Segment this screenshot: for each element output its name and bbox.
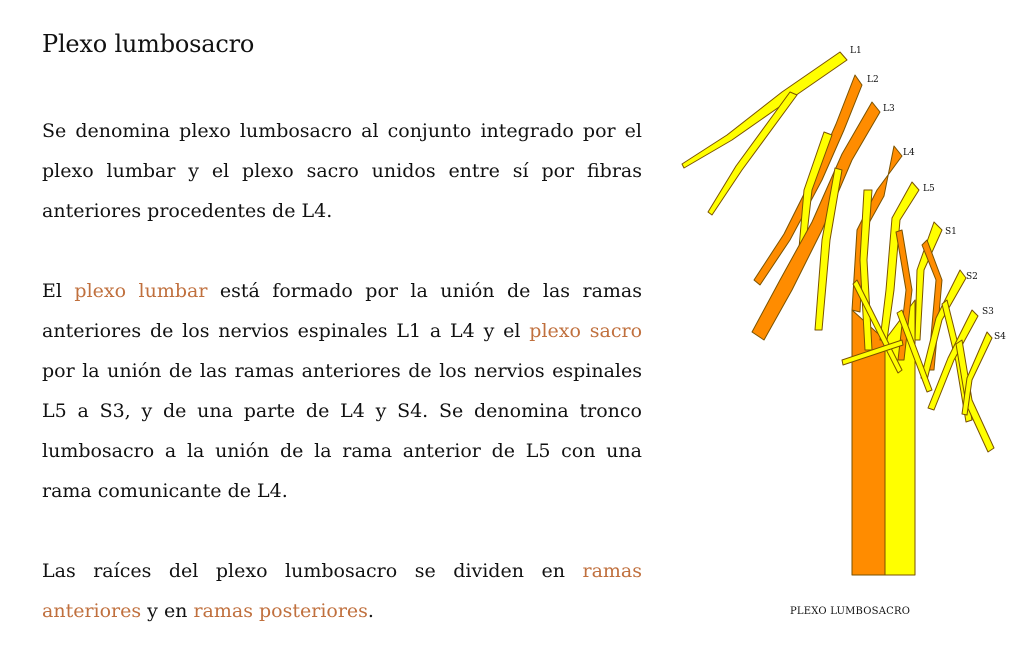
label-l5: L5: [923, 184, 935, 194]
plexus-drawing: [672, 40, 1024, 640]
label-l1: L1: [850, 46, 862, 56]
paragraph-text: El: [42, 280, 75, 302]
link-plexo-lumbar[interactable]: plexo lumbar: [74, 280, 208, 302]
paragraph-text: por la unión de las ramas anteriores de los nervios espinales L5 a S3, y de una parte de L4 y S4. Se denomina tronco lumbosacro a la unión de la rama anterior de L5 con una rama comunicante de L4.: [42, 360, 642, 502]
label-s4: S4: [994, 332, 1006, 342]
plexus-illustration: [672, 40, 1024, 640]
label-s2: S2: [966, 272, 978, 282]
paragraph-text: Se denomina plexo lumbosacro al conjunto integrado por el plexo lumbar y el plexo sacro unidos entre sí por fibras anteriores procedentes de L4.: [42, 120, 642, 222]
paragraph-text: está formado por la unión de las ramas anteriores de los nervios espinales L1 a L4 y el: [42, 280, 642, 342]
label-l4: L4: [903, 148, 915, 158]
paragraph-ramas: [42, 551, 642, 631]
link-plexo-sacro[interactable]: plexo sacro: [529, 320, 643, 342]
label-l3: L3: [883, 104, 895, 114]
link-ramas-anteriores[interactable]: ramas anteriores: [42, 560, 642, 622]
link-ramas-posteriores[interactable]: ramas posteriores: [193, 600, 368, 622]
page-title: Plexo lumbosacro: [42, 30, 255, 58]
paragraph-text: Las raíces del plexo lumbosacro se dividen en: [42, 560, 583, 582]
article-body: [42, 111, 642, 671]
label-l2: L2: [867, 75, 879, 85]
paragraph-lumbar-sacro: [42, 271, 642, 511]
nerve-l1-branch: [708, 92, 797, 215]
paragraph-intro: [42, 111, 642, 231]
paragraph-text: y en: [141, 600, 194, 622]
figure-caption: PLEXO LUMBOSACRO: [790, 606, 911, 617]
label-s3: S3: [982, 307, 994, 317]
paragraph-text: .: [367, 600, 374, 622]
label-s1: S1: [945, 227, 957, 237]
